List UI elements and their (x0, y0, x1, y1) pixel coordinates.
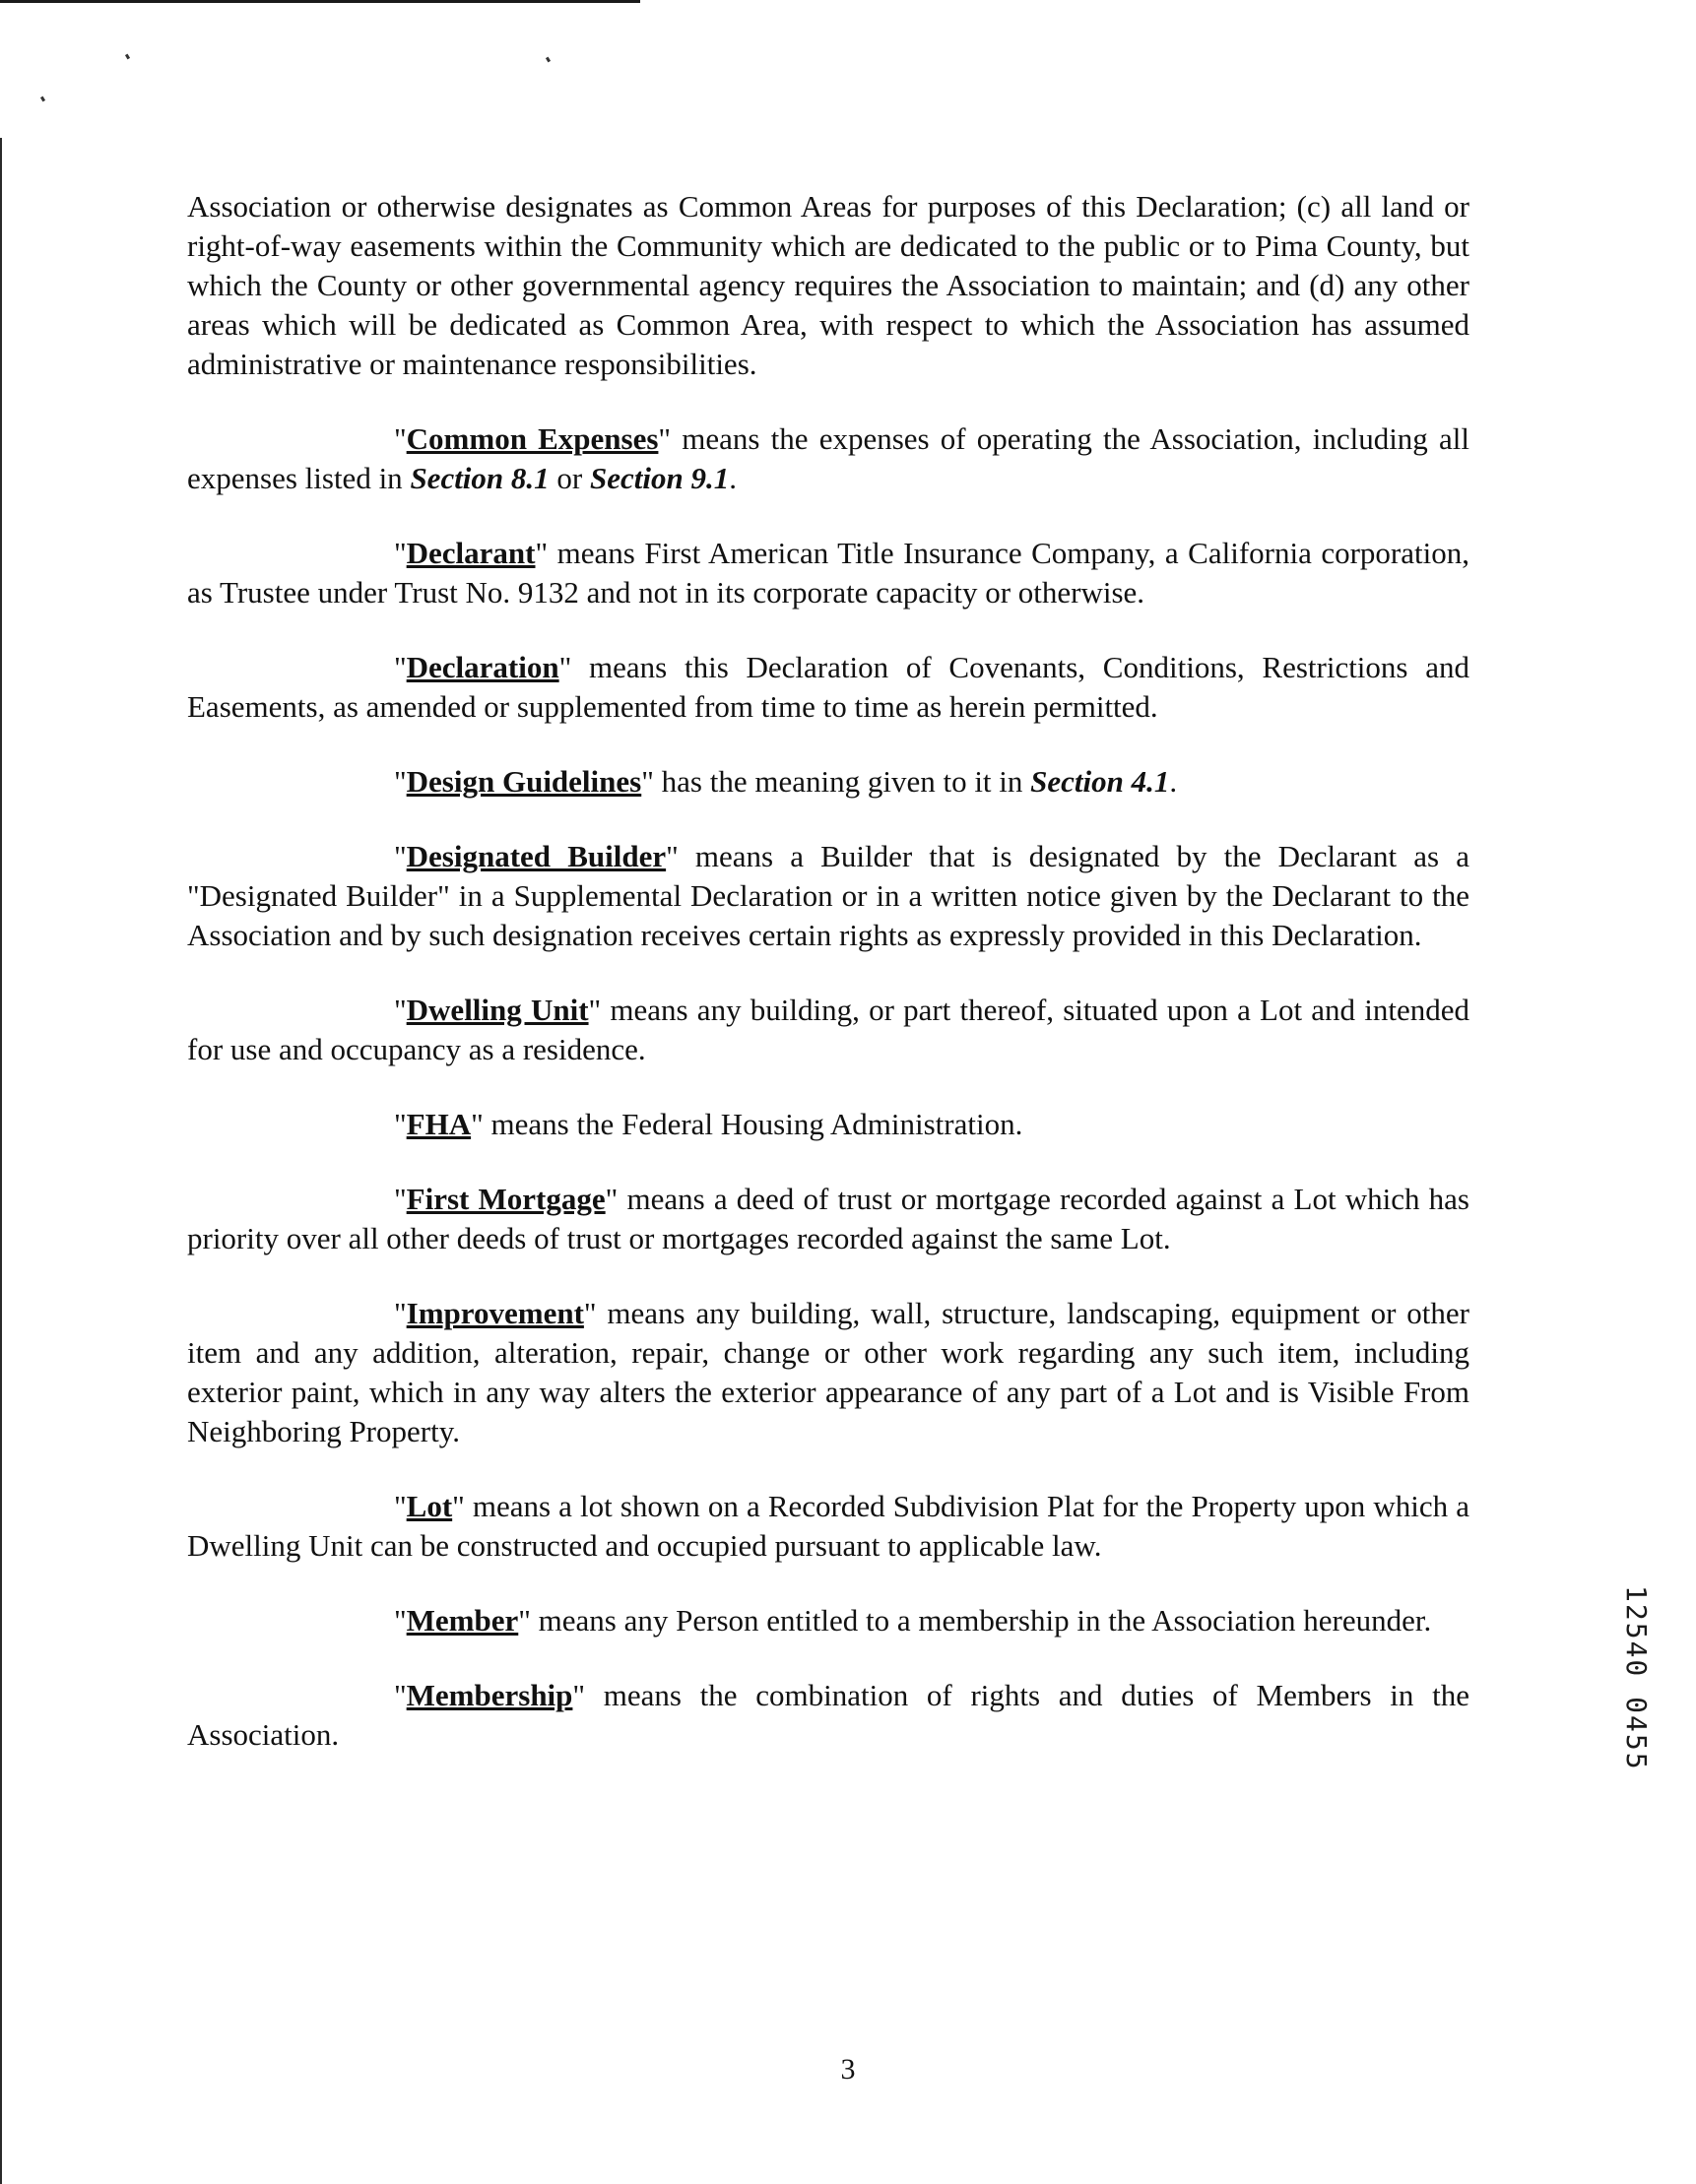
defined-term: Member (406, 1603, 519, 1638)
defined-term: Design Guidelines (406, 764, 642, 799)
definition-designated-builder: "Designated Builder" means a Builder that is designated by the Declarant as a "Designated Builder" in a Supplemental Declaration or in a written notice given by the Declarant to the Association and by such designation receives certain rights as expressly provided in this Declaration. (187, 839, 1469, 952)
defined-term: Declarant (406, 536, 536, 570)
defined-term: Common Expenses (406, 421, 659, 456)
definition-fha: "FHA" means the Federal Housing Administration. (394, 1107, 1023, 1141)
defined-term: Membership (406, 1678, 573, 1712)
definition-common-expenses: "Common Expenses" means the expenses of operating the Association, including all expenses listed in Section 8.1 or Section 9.1. (187, 421, 1469, 495)
defined-term: FHA (406, 1107, 472, 1141)
scan-edge-left (0, 138, 2, 2184)
scan-speck (40, 96, 45, 102)
page-number: 3 (840, 2053, 856, 2086)
definition-dwelling-unit: "Dwelling Unit" means any building, or part thereof, situated upon a Lot and intended for use and occupancy as a residence. (187, 993, 1469, 1066)
defined-term: Designated Builder (406, 839, 667, 873)
section-reference: Section 8.1 (410, 461, 550, 495)
definition-design-guidelines: "Design Guidelines" has the meaning given to it in Section 4.1. (394, 764, 1178, 799)
document-body (187, 187, 1469, 1790)
section-reference: Section 9.1 (590, 461, 730, 495)
scan-speck (125, 54, 130, 60)
definition-member: "Member" means any Person entitled to a membership in the Association hereunder. (394, 1603, 1432, 1638)
definition-improvement: "Improvement" means any building, wall, structure, landscaping, equipment or other item and any addition, alteration, repair, change or other work regarding any such item, including exterior paint, which in any way alters the exterior appearance of any part of a Lot and is Visible From Neighboring Property. (187, 1296, 1469, 1448)
scan-edge-top (0, 0, 640, 3)
definition-first-mortgage: "First Mortgage" means a deed of trust or mortgage recorded against a Lot which has priority over all other deeds of trust or mortgages recorded against the same Lot. (187, 1182, 1469, 1255)
defined-term: Improvement (406, 1296, 584, 1330)
defined-term: Dwelling Unit (406, 993, 589, 1027)
definition-declarant: "Declarant" means First American Title Insurance Company, a California corporation, as Trustee under Trust No. 9132 and not in its corporate capacity or otherwise. (187, 536, 1469, 610)
definition-declaration: "Declaration" means this Declaration of Covenants, Conditions, Restrictions and Easements, as amended or supplemented from time to time as herein permitted. (187, 650, 1469, 724)
defined-term: First Mortgage (406, 1182, 606, 1216)
recording-stamp: 12540 0455 (1620, 1585, 1653, 1771)
definition-membership: "Membership" means the combination of rights and duties of Members in the Association. (187, 1678, 1469, 1752)
definition-lot: "Lot" means a lot shown on a Recorded Subdivision Plat for the Property upon which a Dwelling Unit can be constructed and occupied pursuant to applicable law. (187, 1489, 1469, 1563)
scan-speck (546, 57, 551, 63)
defined-term: Declaration (406, 650, 559, 684)
section-reference: Section 4.1 (1030, 764, 1170, 799)
intro-paragraph: Association or otherwise designates as Common Areas for purposes of this Declaration; (c) all land or right-of-way easements within the Community which are dedicated to the public or to Pima County, but which the County or other governmental agency requires the Association to maintain; and (d) any other areas which will be dedicated as Common Area, with respect to which the Association has assumed administrative or maintenance responsibilities. (187, 189, 1469, 381)
defined-term: Lot (406, 1489, 453, 1523)
